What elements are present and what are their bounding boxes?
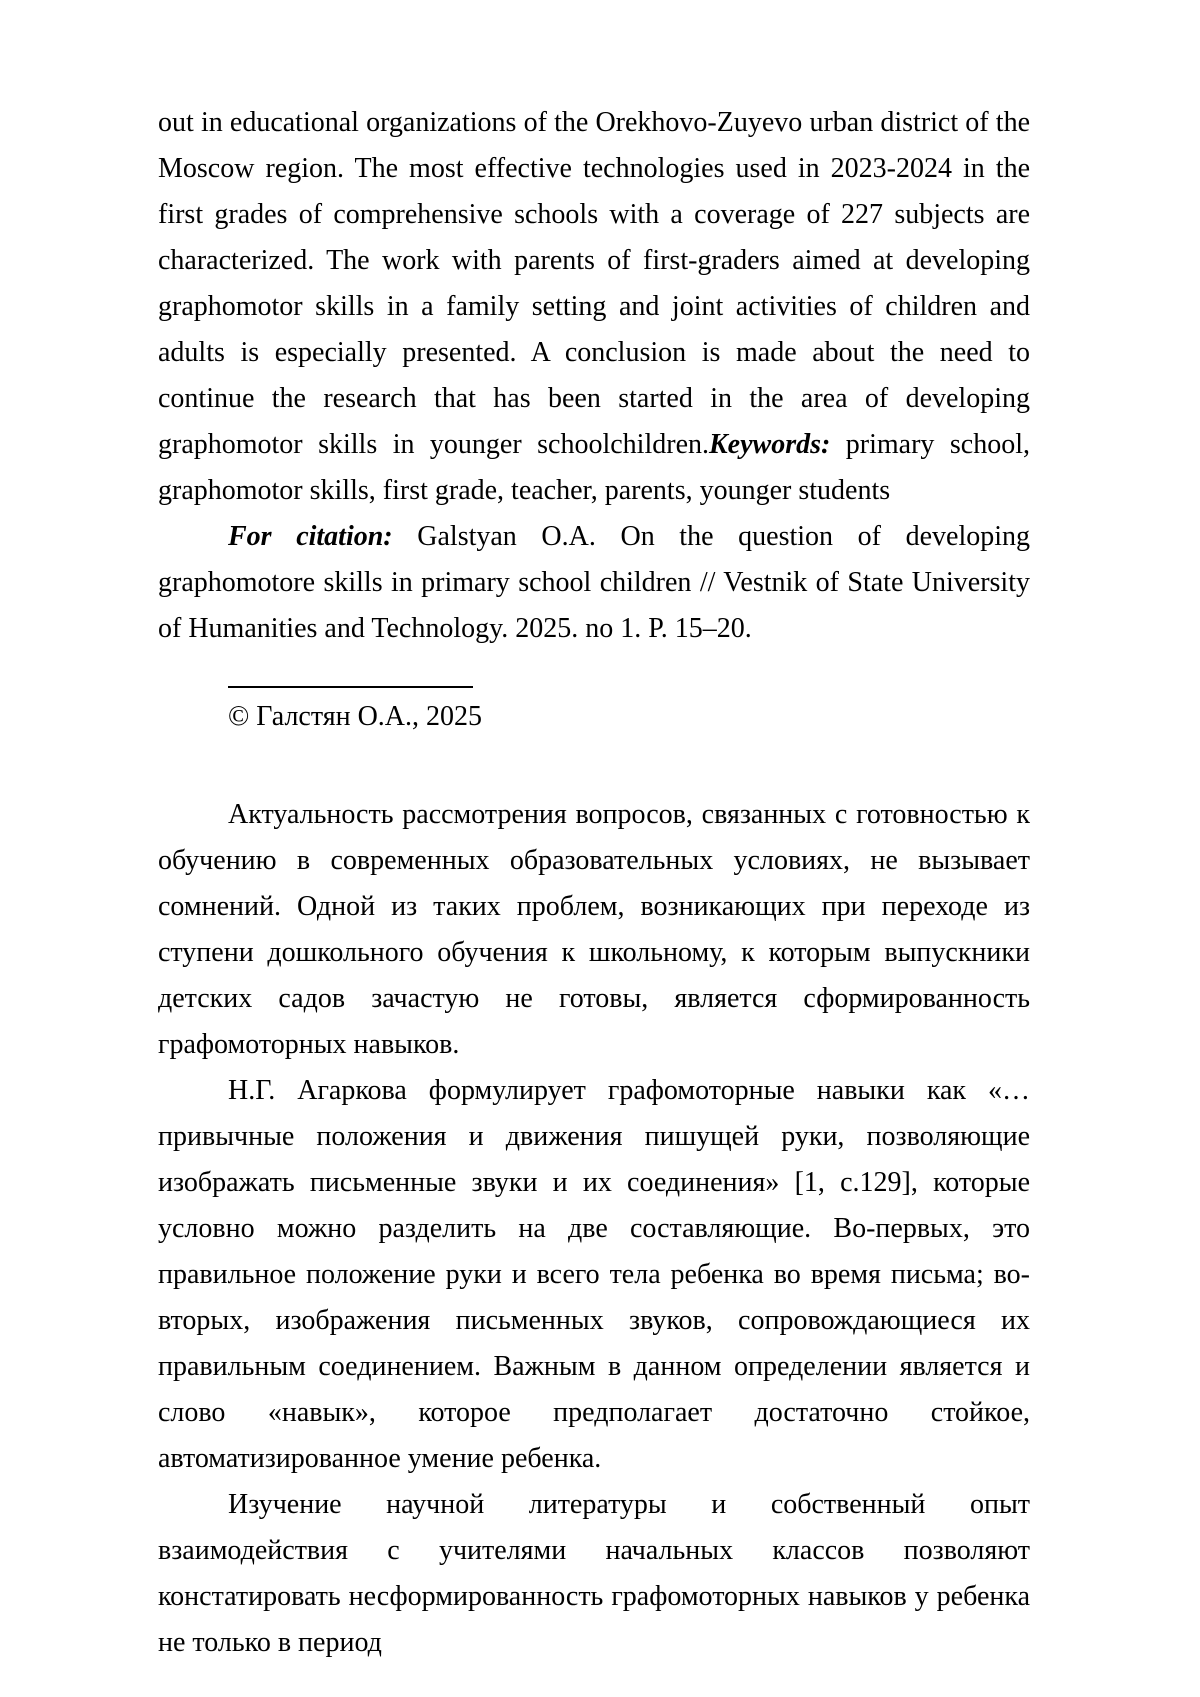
keywords-label: Keywords: [709,429,831,460]
paragraph-body-3: Изучение научной литературы и собственный опыт взаимодействия с учителями начальных классов позволяют констатировать несформированность графомоторных навыков у ребенка не только в период [158,1489,1030,1658]
citation-text: Galstyan O.A. On the question of developing graphomotore skills in primary school children // Vestnik of State University of Humanities and Technology. 2025. no 1. P. 15–20. [158,521,1030,644]
paragraph-citation [158,514,1030,652]
paragraph-body-2: Н.Г. Агаркова формулирует графомоторные навыки как «…привычные положения и движения пишущей руки, позволяющие изображать письменные звуки и их соединения» [1, с.129], которые условно можно разделить на две составляющие. Во-первых, это правильное положение руки и всего тела ребенка во время письма; во-вторых, изображения письменных звуков, сопровождающиеся их правильным соединением. Важным в данном определении является и слово «навык», которое предполагает достаточно стойкое, автоматизированное умение ребенка. [158,1075,1030,1474]
citation-label: For citation: [228,521,393,552]
abstract-text: out in educational organizations of the Orekhovo-Zuyevo urban district of the Moscow region. The most effective technologies used in 2023-2024 in the first grades of comprehensive schools with a coverage of 227 subjects are characterized. The work with parents of first-graders aimed at developing graphomotor skills in a family setting and joint activities of children and adults is especially presented. A conclusion is made about the need to continue the research that has been started in the area of developing graphomotor skills in younger schoolchildren. [158,107,1030,460]
paragraph-body-1: Актуальность рассмотрения вопросов, связанных с готовностью к обучению в современных образовательных условиях, не вызывает сомнений. Одной из таких проблем, возникающих при переходе из ступени дошкольного обучения к школьному, к которым выпускники детских садов зачастую не готовы, является сформированность графомоторных навыков. [158,799,1030,1060]
keywords-text: primary school, graphomotor skills, first grade, teacher, parents, younger students [158,429,1030,506]
copyright-line: © Галстян О.А., 2025 [228,701,483,732]
paragraph-abstract-continuation [158,100,1030,514]
footnote-separator [228,686,473,688]
